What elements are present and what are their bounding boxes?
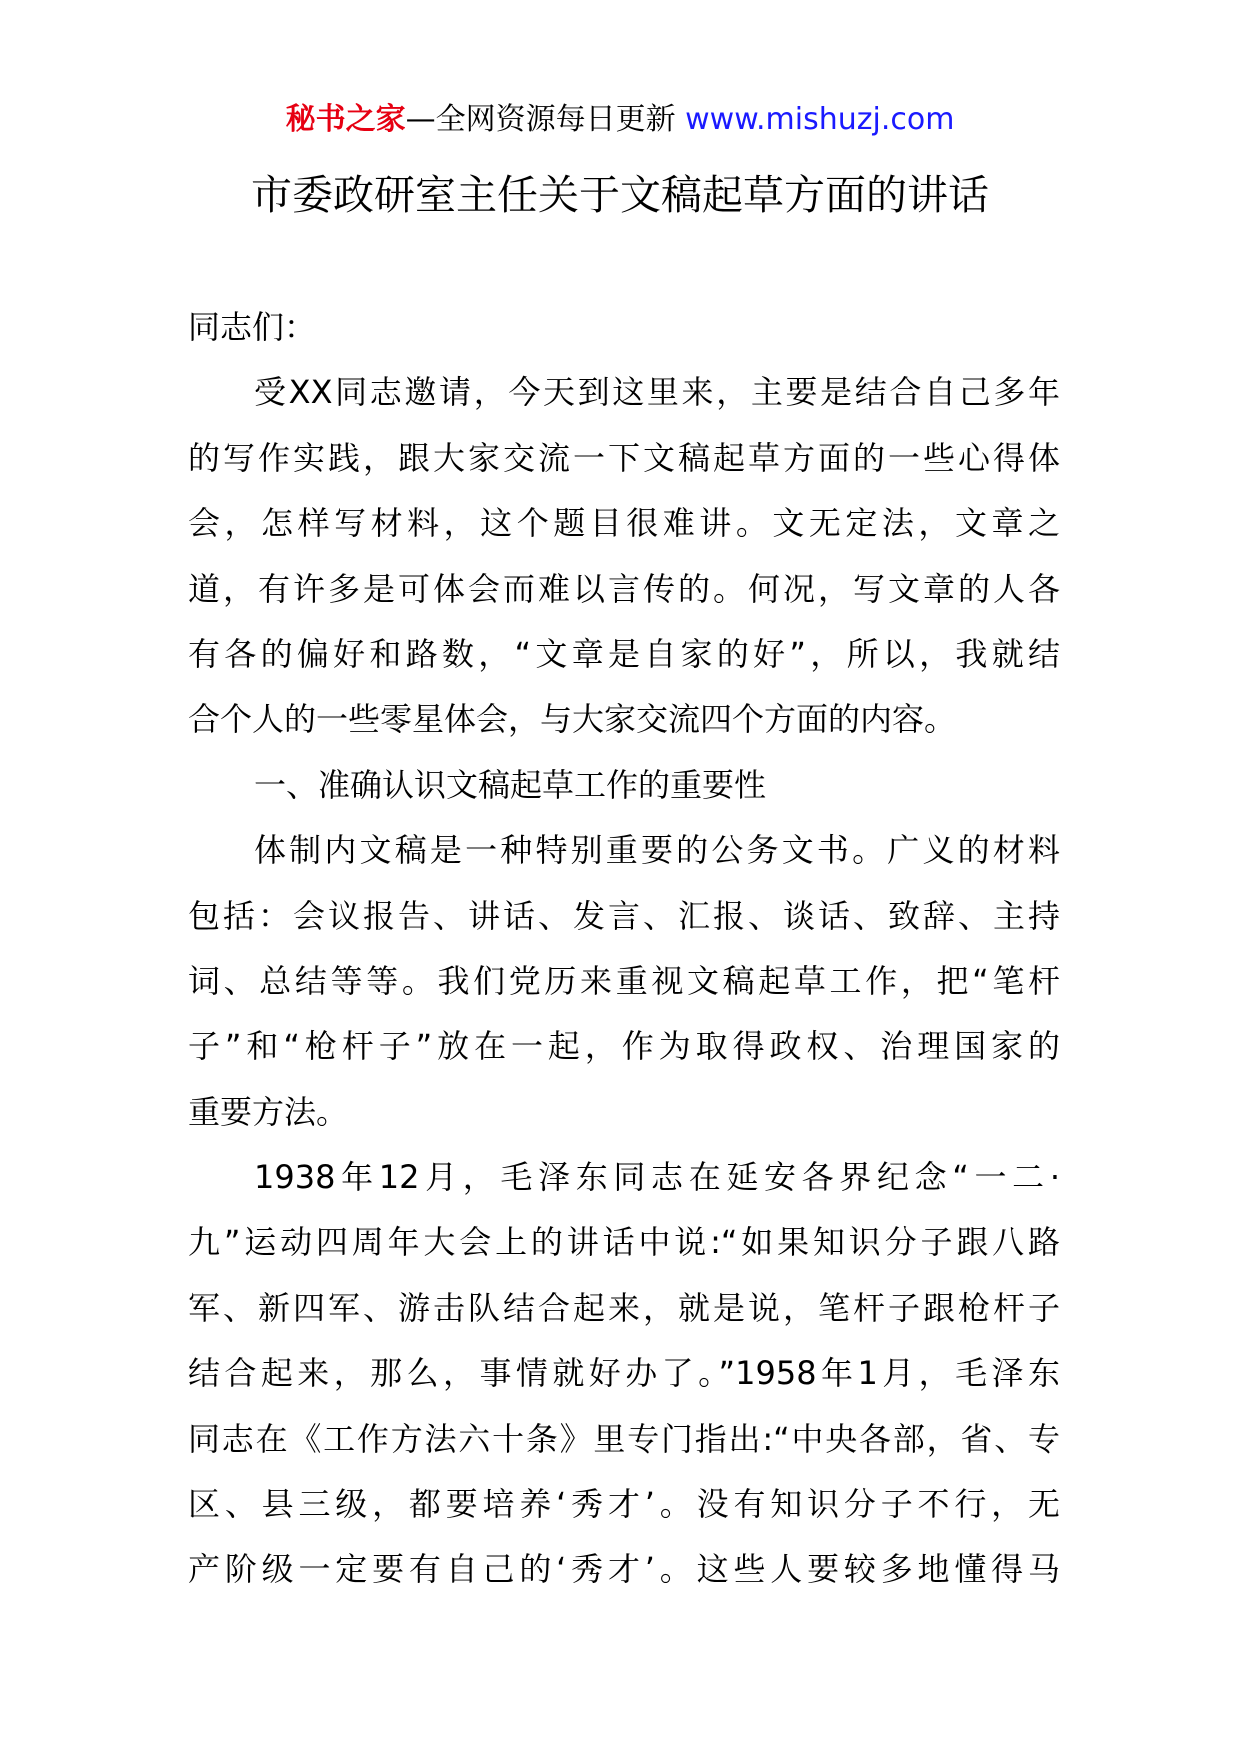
body-line: 受XX同志邀请，今天到这里来，主要是结合自己多年 bbox=[254, 373, 1060, 412]
body-line: 道，有许多是可体会而难以言传的。何况，写文章的人各 bbox=[188, 569, 1060, 608]
site-brand: 秘书之家 bbox=[285, 102, 406, 137]
site-url-link[interactable]: www.mishuzj.com bbox=[685, 102, 955, 137]
section-heading: 一、准确认识文稿起草工作的重要性 bbox=[254, 765, 767, 804]
body-line: 会，怎样写材料，这个题目很难讲。文无定法，文章之 bbox=[188, 504, 1060, 543]
site-header bbox=[0, 100, 1240, 140]
body-line: 包括：会议报告、讲话、发言、汇报、谈话、致辞、主持 bbox=[188, 896, 1060, 935]
body-line: 有各的偏好和路数，“文章是自家的好”，所以，我就结 bbox=[188, 634, 1060, 673]
site-slogan: —全网资源每日更新 bbox=[405, 102, 676, 137]
body-line: 产阶级一定要有自己的‘秀才’。这些人要较多地懂得马 bbox=[188, 1550, 1060, 1589]
body-line: 合个人的一些零星体会，与大家交流四个方面的内容。 bbox=[188, 700, 957, 739]
body-line: 1938年12月，毛泽东同志在延安各界纪念“一二· bbox=[254, 1158, 1060, 1197]
body-line: 军、新四军、游击队结合起来，就是说，笔杆子跟枪杆子 bbox=[188, 1288, 1060, 1327]
body-line: 词、总结等等。我们党历来重视文稿起草工作，把“笔杆 bbox=[188, 961, 1060, 1000]
salutation-line: 同志们： bbox=[188, 308, 317, 346]
body-line: 重要方法。 bbox=[188, 1092, 349, 1131]
body-line: 子”和“枪杆子”放在一起，作为取得政权、治理国家的 bbox=[188, 1027, 1060, 1066]
document-body bbox=[188, 295, 1060, 1603]
body-line: 结合起来，那么，事情就好办了。”1958年1月，毛泽东 bbox=[188, 1354, 1060, 1393]
body-line: 同志在《工作方法六十条》里专门指出:“中央各部，省、专 bbox=[188, 1419, 1060, 1458]
body-line: 区、县三级，都要培养‘秀才’。没有知识分子不行，无 bbox=[188, 1485, 1060, 1524]
document-title: 市委政研室主任关于文稿起草方面的讲话 bbox=[251, 171, 989, 219]
body-line: 九”运动四周年大会上的讲话中说:“如果知识分子跟八路 bbox=[188, 1223, 1060, 1262]
body-line: 体制内文稿是一种特别重要的公务文书。广义的材料 bbox=[254, 831, 1060, 870]
body-line: 的写作实践，跟大家交流一下文稿起草方面的一些心得体 bbox=[188, 438, 1060, 477]
